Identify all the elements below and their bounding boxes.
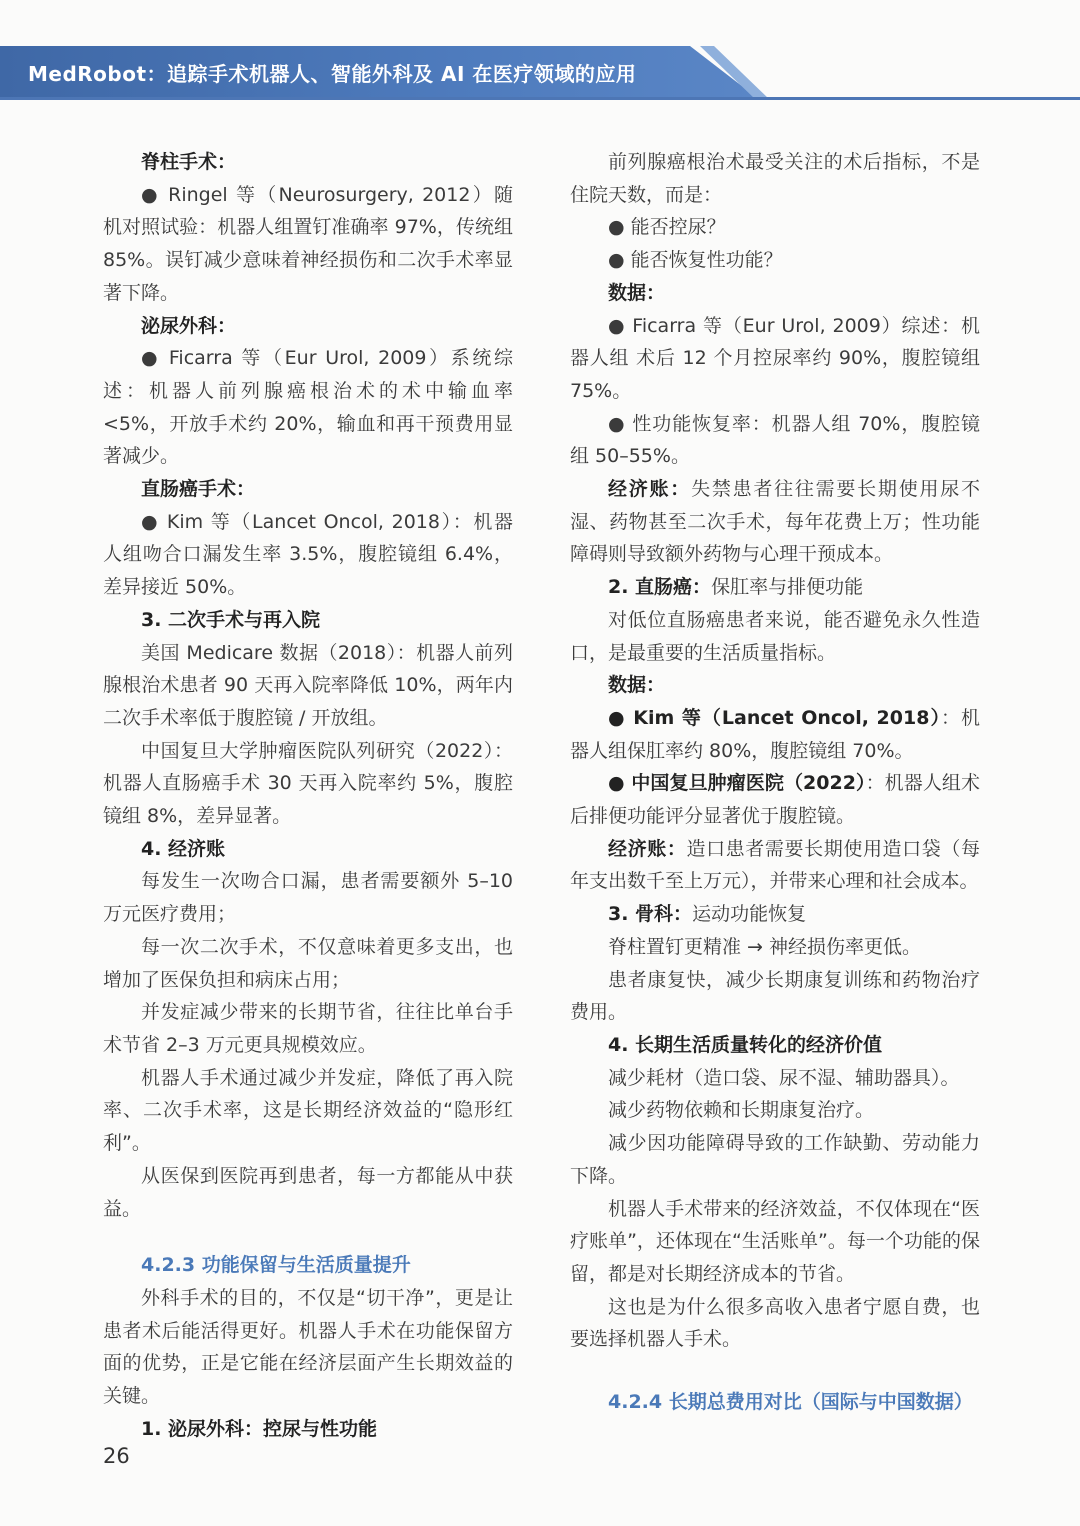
section-4-paragraph: 每一次二次手术，不仅意味着更多支出，也增加了医保负担和病床占用；	[103, 935, 513, 991]
urology-bullet: ● Ficarra 等（Eur Urol, 2009）系统综述：机器人前列腺癌根治术的术中输血率 <5%，开放手术约 20%，输血和再干预费用显著减少。	[103, 347, 513, 468]
rectal-bullet: ● Kim 等（Lancet Oncol, 2018）：机器人组吻合口漏发生率 3.5%，腹腔镜组 6.4%，差异接近 50%。	[103, 510, 513, 599]
orthopedics-paragraph: 患者康复快，减少长期康复训练和药物治疗费用。	[570, 968, 980, 1024]
data-bullet	[570, 702, 980, 767]
right-column	[570, 146, 980, 1419]
section-4-2-3-heading: 4.2.3 功能保留与生活质量提升	[141, 1254, 411, 1277]
citation-text: ：机器人组术后排便功能评分显著优于腹腔镜。	[570, 772, 980, 828]
section-4-paragraph: 机器人手术通过减少并发症，降低了再入院率、二次手术率，这是长期经济效益的“隐形红利”。	[103, 1066, 513, 1155]
rectal-function-paragraph: 对低位直肠癌患者来说，能否避免永久性造口，是最重要的生活质量指标。	[570, 608, 980, 664]
economics-label: 经济账：	[608, 478, 692, 501]
section-4-heading: 4. 经济账	[141, 837, 226, 860]
citation-label: ● Kim 等（Lancet Oncol, 2018）	[608, 706, 941, 729]
question-bullet: ● 能否恢复性功能？	[608, 249, 783, 272]
citation-text: ：机器人组保肛率约 80%，腹腔镜组 70%。	[570, 706, 980, 762]
value-paragraph: 机器人手术带来的经济效益，不仅体现在“医疗账单”，还体现在“生活账单”。每一个功能的保留，都是对长期经济成本的节省。	[570, 1197, 980, 1285]
section-3-heading: 3. 二次手术与再入院	[141, 608, 321, 631]
section-4-paragraph: 并发症减少带来的长期节省，往往比单台手术节省 2–3 万元更具规模效应。	[103, 1001, 513, 1056]
left-column	[103, 146, 513, 1445]
section-3-paragraph: 中国复旦大学肿瘤医院队列研究（2022）：机器人直肠癌手术 30 天再入院率约 5%，腹腔镜组 8%，差异显著。	[103, 739, 513, 828]
intro-paragraph: 前列腺癌根治术最受关注的术后指标，不是住院天数，而是：	[570, 151, 980, 206]
value-paragraph: 这也是为什么很多高收入患者宁愿自费，也要选择机器人手术。	[570, 1295, 980, 1351]
rectal-heading: 直肠癌手术：	[141, 478, 256, 501]
section-4-value-heading: 4. 长期生活质量转化的经济价值	[608, 1033, 883, 1056]
section-4-paragraph: 从医保到医院再到患者，每一方都能从中获益。	[103, 1164, 513, 1220]
spine-bullet: ● Ringel 等（Neurosurgery, 2012）随机对照试验：机器人组置钉准确率 97%，传统组 85%。误钉减少意味着神经损伤和二次手术率显著下降。	[103, 183, 513, 304]
value-paragraph: 减少耗材（造口袋、尿不湿、辅助器具）。	[608, 1066, 960, 1089]
header-rule	[0, 97, 1080, 100]
section-4-paragraph: 每发生一次吻合口漏，患者需要额外 5–10 万元医疗费用；	[103, 870, 513, 926]
value-paragraph: 减少药物依赖和长期康复治疗。	[608, 1099, 875, 1122]
orthopedics-heading	[570, 898, 980, 931]
data-bullet: ● Ficarra 等（Eur Urol, 2009）综述：机器人组 术后 12 个月控尿率约 90%，腹腔镜组 75%。	[570, 314, 980, 402]
section-3-paragraph: 美国 Medicare 数据（2018）：机器人前列腺根治术患者 90 天再入院率降低 10%，两年内二次手术率低于腹腔镜 / 开放组。	[103, 641, 513, 729]
rectal-function-subtitle: 保肛率与排便功能	[711, 576, 864, 599]
urology-heading: 泌尿外科：	[141, 314, 237, 337]
rectal-function-label: 2. 直肠癌：	[608, 576, 712, 599]
rectal-function-heading	[570, 571, 980, 604]
section-4-2-4-heading: 4.2.4 长期总费用对比（国际与中国数据）	[608, 1391, 973, 1414]
economics-paragraph	[570, 473, 980, 571]
economics-text: 造口患者需要长期使用造口袋（每年支出数千至上万元），并带来心理和社会成本。	[570, 837, 980, 893]
economics-paragraph	[570, 833, 980, 898]
economics-text: 失禁患者往往需要长期使用尿不湿、药物甚至二次手术，每年花费上万；性功能障碍则导致额外药物与心理干预成本。	[570, 478, 980, 566]
data-bullet: ● 性功能恢复率：机器人组 70%，腹腔镜组 50–55%。	[570, 412, 980, 468]
data-bullet	[570, 767, 980, 832]
value-paragraph: 减少因功能障碍导致的工作缺勤、劳动能力下降。	[570, 1132, 980, 1187]
spine-heading: 脊柱手术：	[141, 151, 237, 173]
page-number: 26	[103, 1444, 130, 1468]
data-heading: 数据：	[608, 281, 666, 304]
economics-label: 经济账：	[608, 837, 687, 860]
orthopedics-paragraph: 脊柱置钉更精准 → 神经损伤率更低。	[608, 935, 921, 958]
data-heading: 数据：	[608, 674, 666, 697]
section-4-2-3-paragraph: 外科手术的目的，不仅是“切干净”，更是让患者术后能活得更好。机器人手术在功能保留方面的优势，正是它能在经济层面产生长期效益的关键。	[103, 1286, 513, 1408]
orthopedics-subtitle: 运动功能恢复	[692, 903, 807, 926]
orthopedics-label: 3. 骨科：	[608, 903, 693, 926]
question-bullet: ● 能否控尿？	[608, 216, 726, 239]
urology-function-heading: 1. 泌尿外科：控尿与性功能	[141, 1417, 378, 1440]
running-header-title: MedRobot：追踪手术机器人、智能外科及 AI 在医疗领域的应用	[28, 62, 637, 86]
citation-label: ● 中国复旦肿瘤医院（2022）	[608, 772, 866, 795]
